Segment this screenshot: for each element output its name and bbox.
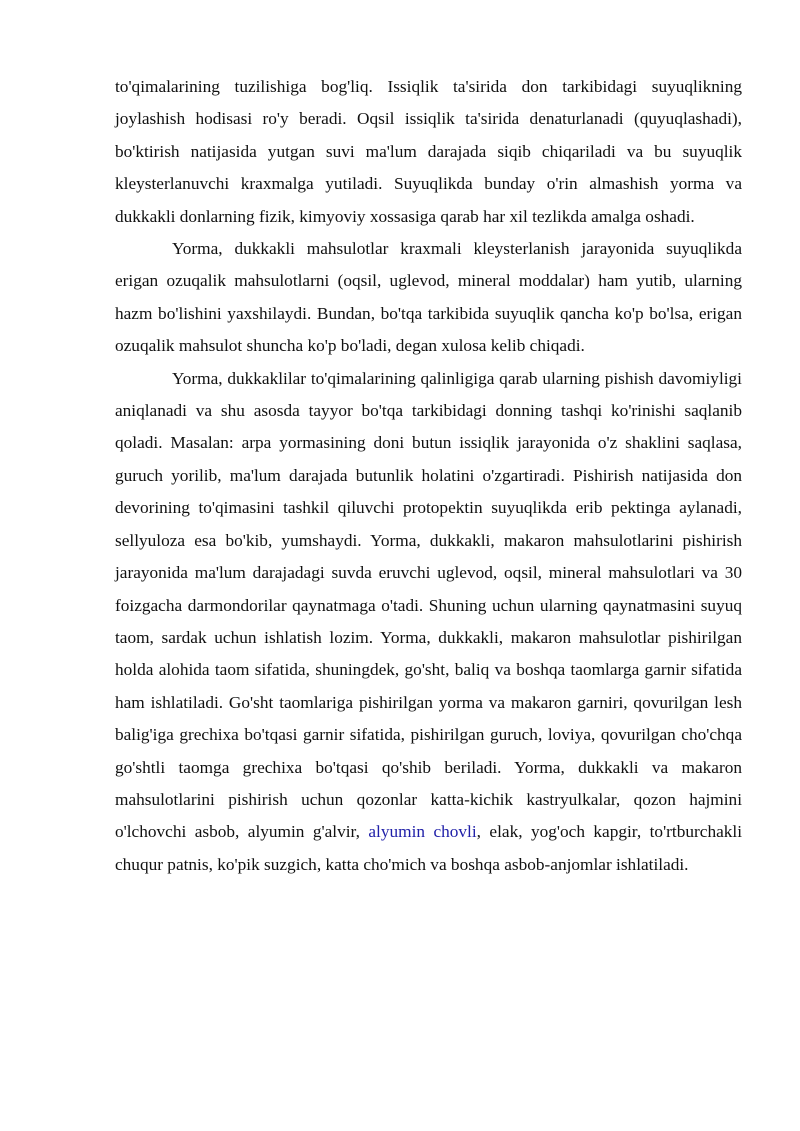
paragraph-3 xyxy=(115,363,742,882)
paragraph-2: Yorma, dukkakli mahsulotlar kraxmali kleysterlanish jarayonida suyuqlikda erigan ozuqalik mahsulotlarni (oqsil, uglevod, mineral moddalar) ham yutib, ularning hazm bo'lishini yaxshilaydi. Bundan, bo'tqa tarkibida suyuqlik qancha ko'p bo'lsa, erigan ozuqalik mahsulot shuncha ko'p bo'ladi, degan xulosa kelib chiqadi. xyxy=(115,239,742,356)
highlighted-term-link[interactable]: alyumin chovli xyxy=(368,822,477,842)
paragraph-3-text-start: Yorma, dukkaklilar to'qimalarining qalinligiga qarab ularning pishish davomiyligi aniqlanadi va shu asosda tayyor bo'tqa tarkibidagi donning tashqi ko'rinishi saqlanib qoladi. Masalan: arpa yormasining doni butun issiqlik jarayonida o'z shaklini saqlasa, guruch yorilib, ma'lum darajada butunlik holatini o'zgartiradi. Pishirish natijasida don devorining to'qimasini tashkil qiluvchi protopektin suyuqlikda erib pektinga aylanadi, sellyuloza esa bo'kib, yumshaydi. Yorma, dukkakli, makaron mahsulotlarini pishirish jarayonida ma'lum darajadagi suvda eruvchi uglevod, oqsil, mineral mahsulotlari va 30 foizgacha darmondorilar qaynatmaga o'tadi. Shuning uchun ularning qaynatmasini suyuq taom, sardak uchun ishlatish lozim. Yorma, dukkakli, makaron mahsulotlar pishirilgan holda alohida taom sifatida, shuningdek, go'sht, baliq va boshqa taomlarga garnir sifatida ham ishlatiladi. Go'sht taomlariga pishirilgan yorma va makaron garniri, qovurilgan lesh balig'iga grechixa bo'tqasi garnir sifatida, pishirilgan guruch, loviya, qovurilgan cho'chqa go'shtli taomga grechixa bo'tqasi qo'shib beriladi. Yorma, dukkakli va makaron mahsulotlarini pishirish uchun qozonlar katta-kichik kastryulkalar, qozon hajmini o'lchovchi asbob, alyumin g'alvir, xyxy=(115,368,742,842)
paragraph-3-text-end: , elak, yog'och kapgir, to'rtburchakli chuqur patnis, ko'pik suzgich, katta cho'mich va boshqa asbob-anjomlar ishlatiladi. xyxy=(115,822,742,874)
paragraph-1: to'qimalarining tuzilishiga bog'liq. Issiqlik ta'sirida don tarkibidagi suyuqlikning joylashish hodisasi ro'y beradi. Oqsil issiqlik ta'sirida denaturlanadi (quyuqlashadi), bo'ktirish natijasida yutgan suvi ma'lum darajada siqib chiqariladi va bu suyuqlik kleysterlanuvchi kraxmalga yutiladi. Suyuqlikda bunday o'rin almashish yorma va dukkakli donlarning fizik, kimyoviy xossasiga qarab har xil tezlikda amalga oshadi. xyxy=(115,77,742,226)
document-page xyxy=(115,71,742,881)
